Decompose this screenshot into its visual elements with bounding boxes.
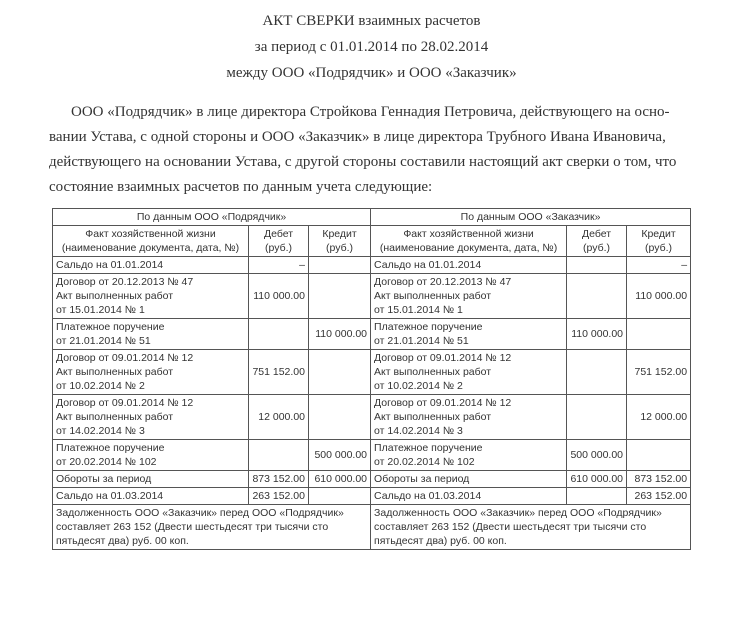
left-debit-cell: 12 000.00: [249, 395, 309, 440]
right-credit-cell: [627, 319, 691, 350]
left-debit-cell: 873 152.00: [249, 471, 309, 488]
column-header-fact: Факт хозяйственной жизни (наименование документа, дата, №): [53, 226, 249, 257]
right-debit-cell: [567, 395, 627, 440]
right-side-header: По данным ООО «Заказчик»: [371, 209, 691, 226]
right-description-cell: Договор от 09.01.2014 № 12 Акт выполненных работ от 10.02.2014 № 2: [371, 350, 567, 395]
left-credit-cell: [309, 350, 371, 395]
document-parties: между ООО «Подрядчик» и ООО «Заказчик»: [226, 65, 517, 81]
intro-line: вании Устава, с одной стороны и ООО «Заказчик» в лице директора Трубного Ивана Ивановича,: [49, 129, 666, 145]
table-row: [53, 440, 691, 471]
right-debit-cell: [567, 257, 627, 274]
left-credit-cell: [309, 274, 371, 319]
document-title: АКТ СВЕРКИ взаимных расчетов: [262, 13, 481, 29]
intro-line: состояние взаимных расчетов по данным учета следующие:: [49, 179, 433, 195]
left-debt-summary: Задолженность ООО «Заказчик» перед ООО «Подрядчик» составляет 263 152 (Двести шестьдесят три тысячи сто пятьдесят два) руб. 00 коп.: [53, 505, 371, 550]
right-debit-cell: [567, 274, 627, 319]
table-row: [53, 274, 691, 319]
right-description-cell: Обороты за период: [371, 471, 567, 488]
right-debit-cell: [567, 488, 627, 505]
left-description-cell: Сальдо на 01.03.2014: [53, 488, 249, 505]
table-row: [53, 395, 691, 440]
left-debit-cell: [249, 440, 309, 471]
right-credit-cell: [627, 440, 691, 471]
left-description-cell: Платежное поручение от 20.02.2014 № 102: [53, 440, 249, 471]
right-debit-cell: 110 000.00: [567, 319, 627, 350]
column-header-credit: Кредит (руб.): [309, 226, 371, 257]
intro-line: ООО «Подрядчик» в лице директора Стройкова Геннадия Петровича, действующего на осно-: [71, 104, 670, 120]
right-credit-cell: 873 152.00: [627, 471, 691, 488]
right-credit-cell: 12 000.00: [627, 395, 691, 440]
left-credit-cell: [309, 488, 371, 505]
left-description-cell: Договор от 20.12.2013 № 47 Акт выполненных работ от 15.01.2014 № 1: [53, 274, 249, 319]
column-header-fact: Факт хозяйственной жизни (наименование документа, дата, №): [371, 226, 567, 257]
right-debit-cell: [567, 350, 627, 395]
left-debit-cell: 110 000.00: [249, 274, 309, 319]
right-description-cell: Договор от 20.12.2013 № 47 Акт выполненных работ от 15.01.2014 № 1: [371, 274, 567, 319]
column-header-debit: Дебет (руб.): [567, 226, 627, 257]
right-credit-cell: 751 152.00: [627, 350, 691, 395]
left-debit-cell: [249, 319, 309, 350]
table-row: [53, 505, 691, 550]
reconciliation-table: [52, 208, 691, 550]
right-description-cell: Договор от 09.01.2014 № 12 Акт выполненных работ от 14.02.2014 № 3: [371, 395, 567, 440]
left-description-cell: Обороты за период: [53, 471, 249, 488]
left-credit-cell: [309, 257, 371, 274]
left-credit-cell: 110 000.00: [309, 319, 371, 350]
document-period: за период с 01.01.2014 по 28.02.2014: [254, 39, 489, 55]
right-description-cell: Сальдо на 01.03.2014: [371, 488, 567, 505]
left-credit-cell: [309, 395, 371, 440]
left-description-cell: Сальдо на 01.01.2014: [53, 257, 249, 274]
intro-paragraph: [49, 100, 709, 200]
right-description-cell: Сальдо на 01.01.2014: [371, 257, 567, 274]
right-credit-cell: 263 152.00: [627, 488, 691, 505]
table-row: [53, 319, 691, 350]
left-debit-cell: 751 152.00: [249, 350, 309, 395]
right-debit-cell: 500 000.00: [567, 440, 627, 471]
right-debit-cell: 610 000.00: [567, 471, 627, 488]
left-credit-cell: 610 000.00: [309, 471, 371, 488]
right-credit-cell: 110 000.00: [627, 274, 691, 319]
intro-line: действующего на основании Устава, с другой стороны составили настоящий акт сверки о том, что: [49, 154, 677, 170]
left-description-cell: Договор от 09.01.2014 № 12 Акт выполненных работ от 10.02.2014 № 2: [53, 350, 249, 395]
column-header-debit: Дебет (руб.): [249, 226, 309, 257]
left-description-cell: Платежное поручение от 21.01.2014 № 51: [53, 319, 249, 350]
left-debit-cell: –: [249, 257, 309, 274]
column-header-credit: Кредит (руб.): [627, 226, 691, 257]
left-side-header: По данным ООО «Подрядчик»: [53, 209, 371, 226]
right-description-cell: Платежное поручение от 20.02.2014 № 102: [371, 440, 567, 471]
table-row: [53, 471, 691, 488]
left-credit-cell: 500 000.00: [309, 440, 371, 471]
right-debt-summary: Задолженность ООО «Заказчик» перед ООО «Подрядчик» составляет 263 152 (Двести шестьдесят три тысячи сто пятьдесят два) руб. 00 коп.: [371, 505, 691, 550]
table-row: [53, 257, 691, 274]
left-debit-cell: 263 152.00: [249, 488, 309, 505]
right-description-cell: Платежное поручение от 21.01.2014 № 51: [371, 319, 567, 350]
table-row: [53, 350, 691, 395]
table-row: [53, 488, 691, 505]
left-description-cell: Договор от 09.01.2014 № 12 Акт выполненных работ от 14.02.2014 № 3: [53, 395, 249, 440]
right-credit-cell: –: [627, 257, 691, 274]
